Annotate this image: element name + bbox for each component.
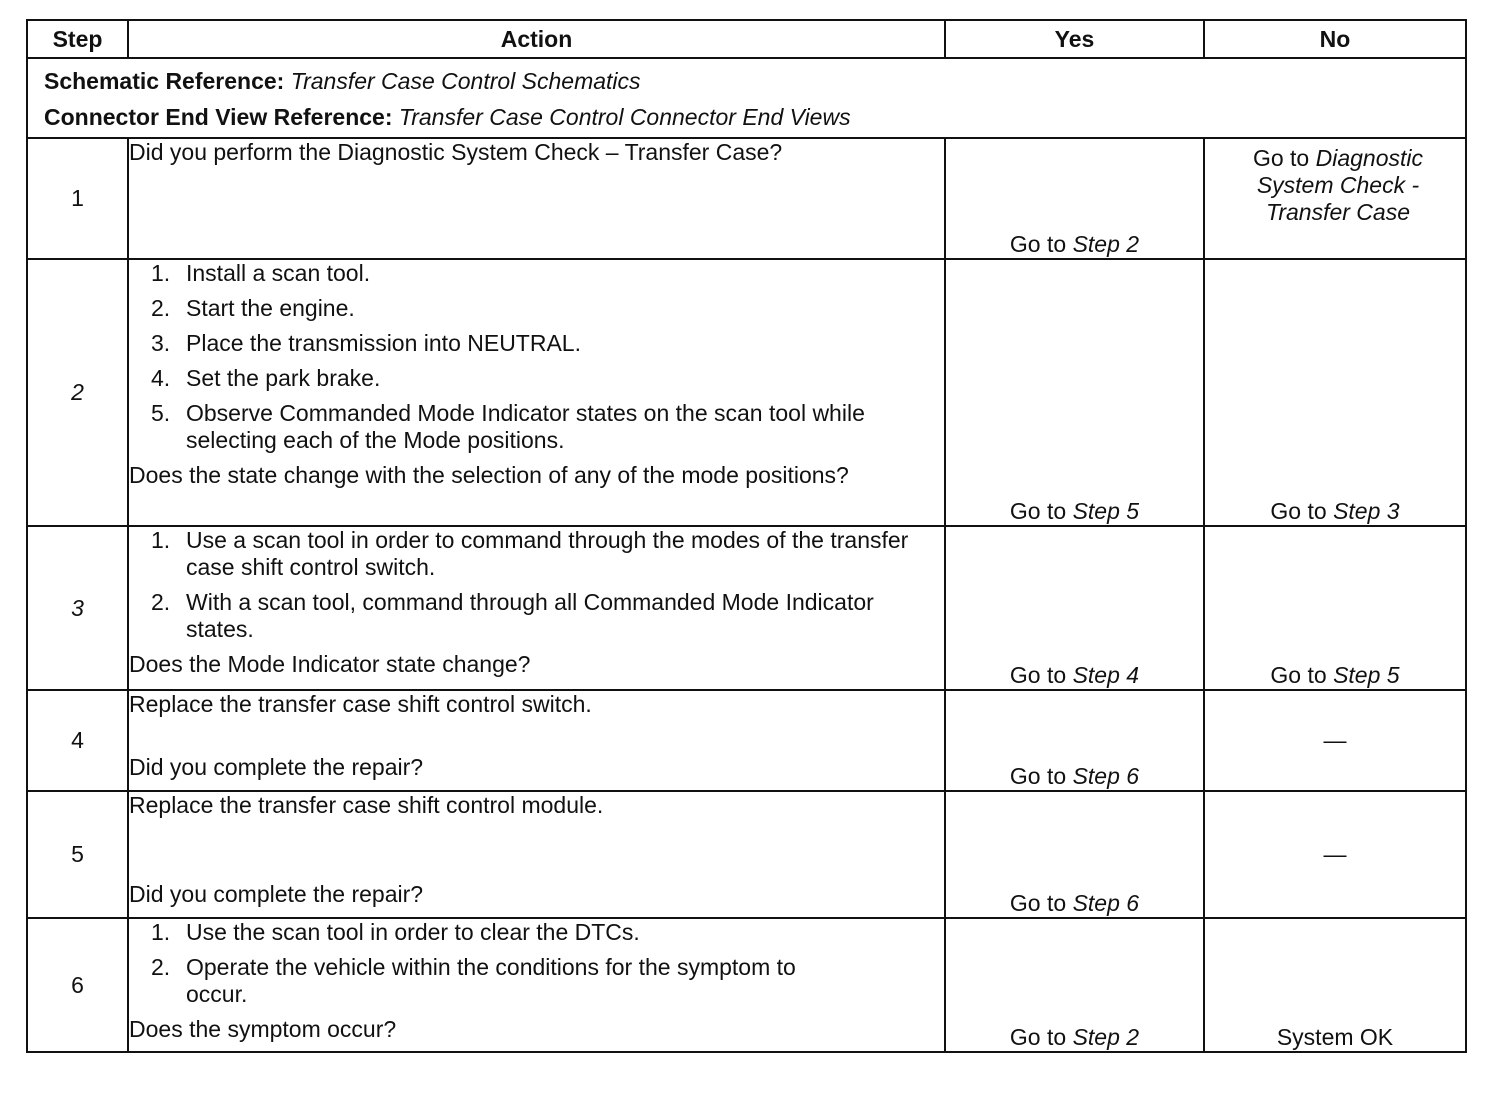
no-destination-link[interactable]: Step 3: [1333, 498, 1400, 524]
action-cell: [128, 918, 945, 1052]
question-text: Did you complete the repair?: [129, 881, 424, 907]
question-text: Does the state change with the selection of any of the mode positions?: [129, 462, 849, 488]
procedure-list: [129, 919, 944, 1008]
list-item: 1. Use the scan tool in order to clear the DTCs.: [151, 919, 640, 945]
question-text: Does the symptom occur?: [129, 1016, 397, 1042]
connector-reference-label: Connector End View Reference:: [44, 104, 393, 130]
yes-cell: [945, 259, 1204, 526]
list-item: 2. With a scan tool, command through all Commanded Mode Indicator states.: [151, 589, 874, 642]
yes-cell: [945, 690, 1204, 791]
step-number: 5: [27, 791, 128, 918]
step-number: 2: [27, 259, 128, 526]
connector-reference-link[interactable]: Transfer Case Control Connector End Views: [398, 104, 851, 130]
no-cell: —: [1204, 690, 1466, 791]
instruction-text: Replace the transfer case shift control switch.: [129, 691, 592, 717]
question-text: Did you complete the repair?: [129, 754, 424, 780]
procedure-list: [129, 260, 944, 454]
yes-destination-link[interactable]: Step 6: [1072, 890, 1140, 916]
step-row-3: [27, 526, 1466, 690]
yes-destination-link[interactable]: Step 4: [1072, 662, 1140, 688]
action-cell: [128, 526, 945, 690]
yes-prefix: Go to: [1009, 1024, 1067, 1050]
step-number: 6: [27, 918, 128, 1052]
no-cell: [1204, 526, 1466, 690]
reference-row: [27, 58, 1466, 138]
action-cell: [128, 259, 945, 526]
header-action: Action: [128, 20, 945, 58]
no-cell: [1204, 259, 1466, 526]
no-cell: [1204, 138, 1466, 259]
list-item: 1. Use a scan tool in order to command through the modes of the transfer case shift control switch.: [151, 527, 909, 580]
no-cell: —: [1204, 791, 1466, 918]
list-item: 3. Place the transmission into NEUTRAL.: [151, 330, 581, 356]
no-destination-link[interactable]: Diagnostic System Check - Transfer Case: [1256, 145, 1424, 225]
action-cell: [128, 690, 945, 791]
connector-reference: [44, 99, 1449, 135]
no-prefix: Go to: [1270, 662, 1327, 688]
yes-cell: [945, 138, 1204, 259]
header-step: Step: [27, 20, 128, 58]
yes-prefix: Go to: [1009, 662, 1067, 688]
list-item: 2. Start the engine.: [151, 295, 355, 321]
list-item: 2. Operate the vehicle within the conditions for the symptom to occur.: [151, 954, 796, 1007]
yes-destination-link[interactable]: Step 2: [1072, 231, 1140, 257]
no-destination-link[interactable]: Step 5: [1333, 662, 1400, 688]
yes-cell: [945, 526, 1204, 690]
step-row-4: [27, 690, 1466, 791]
no-prefix: Go to: [1270, 498, 1327, 524]
procedure-list: [129, 527, 944, 643]
yes-prefix: Go to: [1009, 231, 1067, 257]
instruction-text: Replace the transfer case shift control module.: [129, 792, 604, 818]
yes-cell: [945, 918, 1204, 1052]
yes-cell: [945, 791, 1204, 918]
header-row: [27, 20, 1466, 58]
yes-prefix: Go to: [1009, 890, 1067, 916]
no-prefix: Go to: [1252, 145, 1310, 171]
schematic-reference: [44, 63, 1449, 99]
step-row-6: [27, 918, 1466, 1052]
action-cell: [128, 138, 945, 259]
no-cell: System OK: [1204, 918, 1466, 1052]
header-yes: Yes: [945, 20, 1204, 58]
action-cell: [128, 791, 945, 918]
step-number: 3: [27, 526, 128, 690]
yes-destination-link[interactable]: Step 5: [1072, 498, 1140, 524]
diagnostic-table: [26, 19, 1467, 1053]
question-text: Did you perform the Diagnostic System Check – Transfer Case?: [129, 139, 783, 165]
step-number: 1: [27, 138, 128, 259]
yes-destination-link[interactable]: Step 6: [1072, 763, 1140, 789]
reference-cell: [27, 58, 1466, 138]
schematic-reference-label: Schematic Reference:: [44, 68, 285, 94]
header-no: No: [1204, 20, 1466, 58]
yes-destination-link[interactable]: Step 2: [1072, 1024, 1140, 1050]
list-item: 1. Install a scan tool.: [151, 260, 371, 286]
step-row-5: [27, 791, 1466, 918]
step-row-2: [27, 259, 1466, 526]
step-row-1: [27, 138, 1466, 259]
step-number: 4: [27, 690, 128, 791]
list-item: 4. Set the park brake.: [151, 365, 381, 391]
yes-prefix: Go to: [1009, 498, 1067, 524]
list-item: 5. Observe Commanded Mode Indicator states on the scan tool while selecting each of the Mode positions.: [151, 400, 865, 453]
yes-prefix: Go to: [1009, 763, 1067, 789]
schematic-reference-link[interactable]: Transfer Case Control Schematics: [290, 68, 641, 94]
question-text: Does the Mode Indicator state change?: [129, 651, 531, 677]
